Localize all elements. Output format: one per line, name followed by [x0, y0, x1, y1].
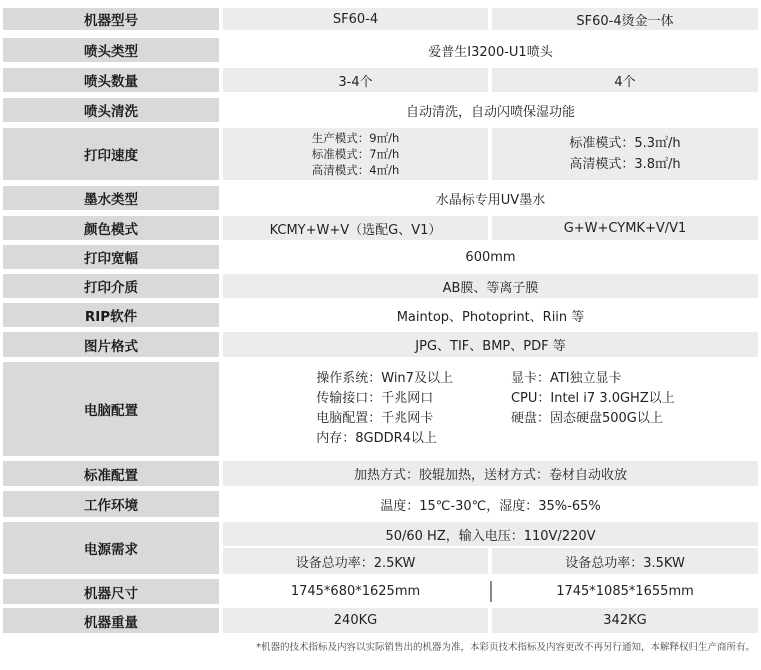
std-value: 加热方式：胶辊加热，送材方式：卷材自动收放 — [223, 461, 758, 486]
weight-a: 240KG — [223, 608, 488, 633]
row-width — [0, 243, 761, 271]
pc-line: 硬盘：固态硬盘500G以上 — [510, 411, 663, 426]
row-pc — [0, 360, 761, 458]
row-label: 颜色模式 — [3, 216, 219, 240]
speed-a-line: 生产模式：9㎡/h — [311, 131, 400, 145]
pc-value — [223, 362, 758, 456]
row-label: 电脑配置 — [3, 362, 219, 456]
row-label: 图片格式 — [3, 332, 219, 357]
format-value: JPG、TIF、BMP、PDF 等 — [223, 332, 758, 357]
row-media — [0, 272, 761, 300]
pc-line: 内存：8GDDR4以上 — [316, 431, 437, 446]
head-num-a: 3-4个 — [223, 68, 488, 92]
speed-a-line: 标准模式：7㎡/h — [311, 147, 400, 161]
pc-line: 电脑配置：千兆网卡 — [316, 411, 434, 426]
row-head-num — [0, 66, 761, 94]
power-value: 50/60 HZ，输入电压：110V/220V — [223, 522, 758, 546]
row-size — [0, 577, 761, 606]
speed-b-line: 标准模式：5.3㎡/h — [569, 136, 681, 151]
color-b: G+W+CYMK+V/V1 — [492, 216, 758, 240]
row-label: 机器重量 — [3, 608, 219, 633]
row-format — [0, 330, 761, 359]
speed-b — [492, 128, 758, 180]
row-std — [0, 459, 761, 488]
weight-b: 342KG — [492, 608, 758, 633]
head-type-value: 爱普生I3200-U1喷头 — [223, 38, 758, 62]
row-label: 打印宽幅 — [3, 245, 219, 269]
row-color — [0, 214, 761, 242]
row-label: 打印介质 — [3, 274, 219, 298]
pc-line: CPU：Intel i7 3.0GHZ以上 — [510, 391, 675, 406]
head-num-b: 4个 — [492, 68, 758, 92]
ink-value: 水晶标专用UV墨水 — [223, 186, 758, 210]
row-label: 喷头清洗 — [3, 98, 219, 122]
row-label: 喷头数量 — [3, 68, 219, 92]
row-weight — [0, 606, 761, 635]
row-label: 喷头类型 — [3, 38, 219, 62]
row-head-type — [0, 36, 761, 64]
speed-b-line: 高清模式：3.8㎡/h — [569, 157, 681, 172]
row-label: 标准配置 — [3, 461, 219, 486]
pc-line: 操作系统：Win7及以上 — [316, 371, 453, 386]
row-power — [0, 520, 761, 576]
row-speed — [0, 126, 761, 182]
power-a: 设备总功率：2.5KW — [223, 548, 488, 574]
row-ink — [0, 184, 761, 212]
speed-a — [223, 128, 488, 180]
row-label: 电源需求 — [3, 522, 219, 574]
row-label: RIP软件 — [3, 303, 219, 327]
row-label: 机器型号 — [3, 8, 219, 30]
rip-value: Maintop、Photoprint、Riin 等 — [223, 303, 758, 327]
row-label: 机器尺寸 — [3, 579, 219, 604]
speed-a-line: 高清模式：4㎡/h — [311, 163, 400, 177]
media-value: AB膜、等离子膜 — [223, 274, 758, 298]
row-env — [0, 489, 761, 519]
row-label: 墨水类型 — [3, 186, 219, 210]
row-rip — [0, 301, 761, 329]
row-head-clean — [0, 96, 761, 124]
column-divider — [490, 581, 492, 602]
footnote: *机器的技术指标及内容以实际销售出的机器为准，本彩页技术指标及内容更改不再另行通知，本解释权归生产商所有。 — [256, 642, 755, 653]
row-label: 工作环境 — [3, 491, 219, 517]
size-b: 1745*1085*1655mm — [492, 579, 758, 604]
row-label: 打印速度 — [3, 128, 219, 180]
color-a: KCMY+W+V（选配G、V1） — [223, 216, 488, 240]
power-b: 设备总功率：3.5KW — [492, 548, 758, 574]
row-model — [0, 6, 761, 32]
model-b: SF60-4烫金一体 — [492, 8, 758, 30]
pc-line: 显卡：ATI独立显卡 — [510, 371, 622, 386]
width-value: 600mm — [223, 245, 758, 269]
head-clean-value: 自动清洗，自动闪喷保湿功能 — [223, 98, 758, 122]
pc-line: 传输接口：千兆网口 — [316, 391, 434, 406]
pc-right-col — [511, 369, 675, 449]
pc-left-col — [316, 369, 453, 449]
size-a: 1745*680*1625mm — [223, 579, 488, 604]
model-a: SF60-4 — [223, 8, 488, 30]
env-value: 温度：15℃-30℃，湿度：35%-65% — [223, 491, 758, 517]
